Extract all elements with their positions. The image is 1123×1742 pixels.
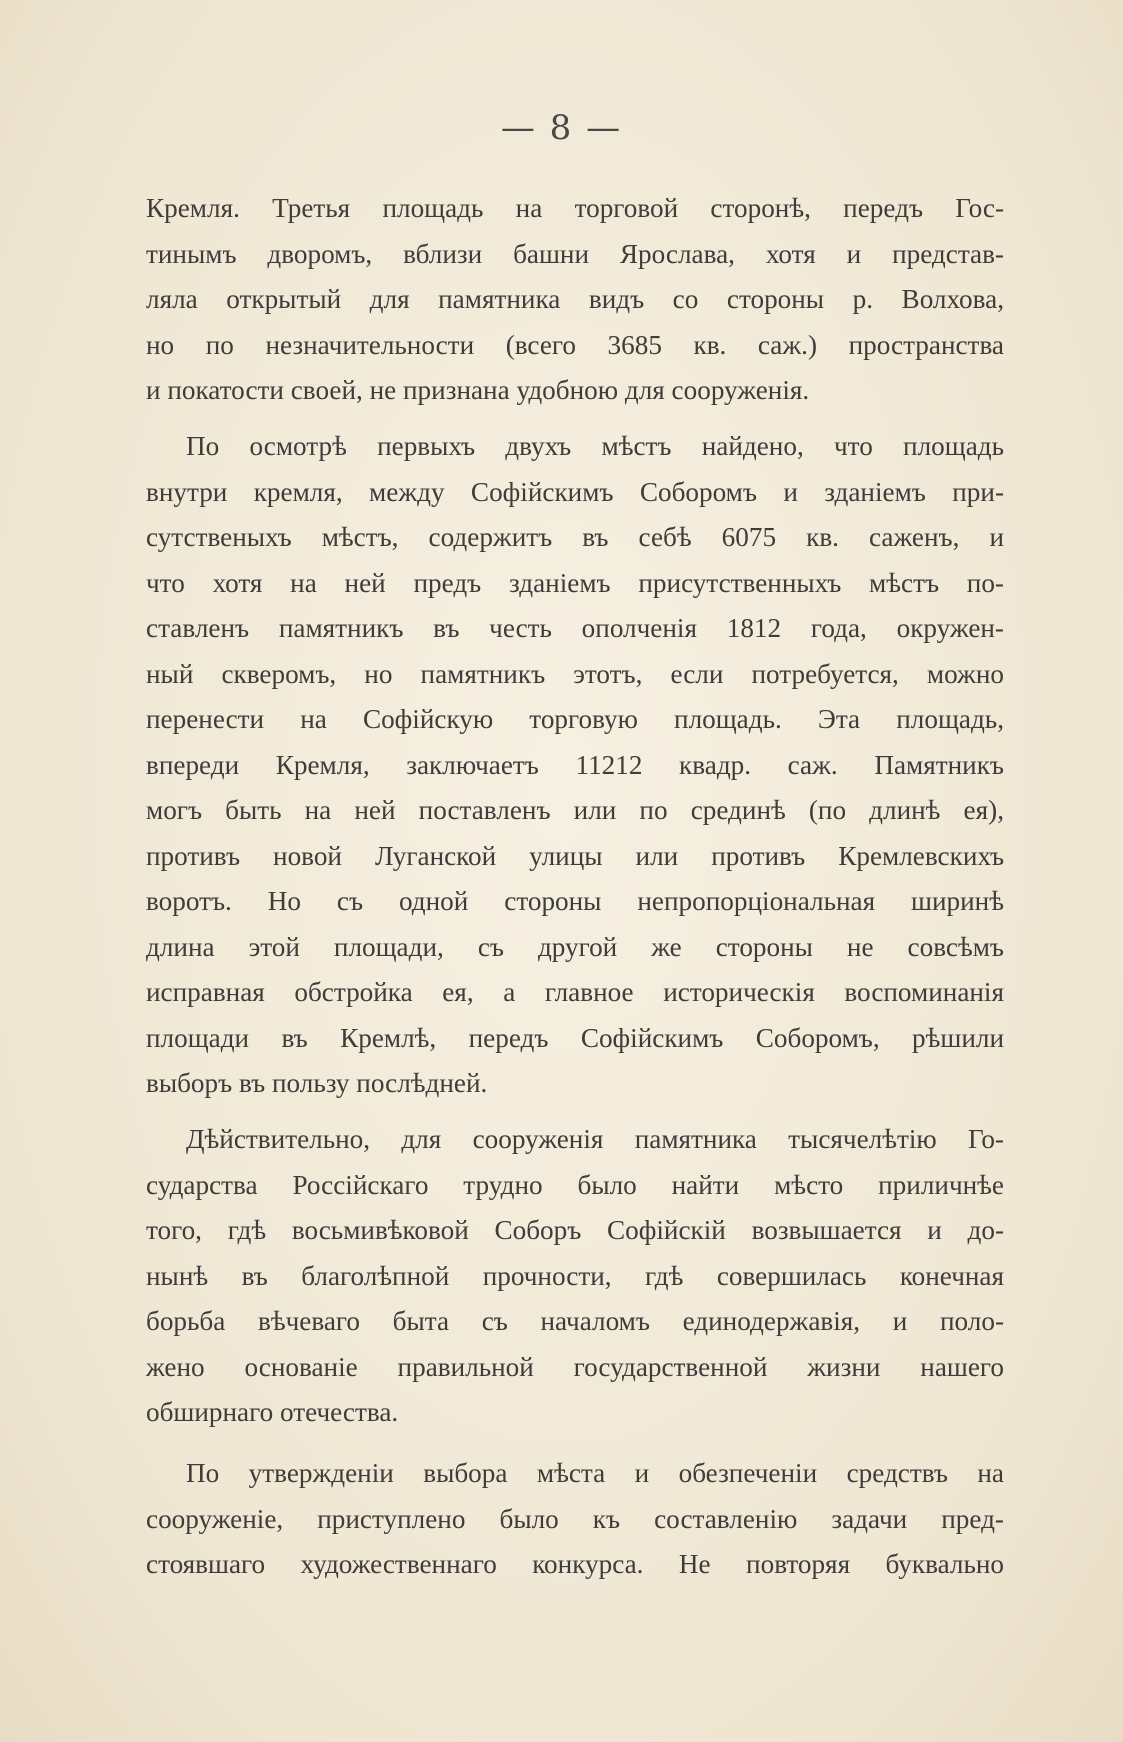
text-line: выборъ въ пользу послѣдней. — [146, 1068, 488, 1098]
text-line: сооруженіе, приступлено было къ составленію задачи пред- — [146, 1503, 1004, 1534]
text-line: стоявшаго художественнаго конкурса. Не повторяя буквально — [146, 1549, 1004, 1579]
text-line: борьба вѣчеваго быта съ началомъ единодержавія, и поло- — [146, 1306, 1004, 1336]
text-line: внутри кремля, между Софійскимъ Соборомъ и зданіемъ при- — [146, 476, 1004, 507]
text-line: По осмотрѣ первыхъ двухъ мѣстъ найдено, что площадь — [186, 431, 1004, 461]
text-line: обширнаго отечества. — [146, 1397, 399, 1427]
text-line: сударства Россійскаго трудно было найти мѣсто приличнѣе — [146, 1169, 1004, 1200]
paragraph-3 — [146, 1117, 1004, 1436]
text-line: воротъ. Но съ одной стороны непропорціональная ширинѣ — [146, 886, 1004, 916]
text-line: По утвержденіи выбора мѣста и обезпеченіи средствъ на — [186, 1458, 1004, 1488]
text-line: но по незначительности (всего 3685 кв. саж.) пространства — [146, 329, 1004, 360]
text-line: нынѣ въ благолѣпной прочности, гдѣ совершилась конечная — [146, 1260, 1004, 1291]
text-line: ставленъ памятникъ въ честь ополченія 1812 года, окружен- — [146, 613, 1004, 643]
text-line: впереди Кремля, заключаетъ 11212 квадр. саж. Памятникъ — [146, 749, 1004, 780]
paragraph-4 — [146, 1451, 1004, 1588]
text-line: Кремля. Третья площадь на торговой сторонѣ, передъ Гос- — [146, 193, 1004, 223]
text-line: исправная обстройка ея, а главное историческія воспоминанія — [146, 977, 1004, 1007]
text-line: могъ быть на ней поставленъ или по срединѣ (по длинѣ ея), — [146, 795, 1004, 825]
text-line: того, гдѣ восьмивѣковой Соборъ Софійскій возвышается и до- — [146, 1215, 1004, 1245]
text-line: тинымъ дворомъ, вблизи башни Ярослава, хотя и представ- — [146, 238, 1004, 269]
text-line: перенести на Софійскую торговую площадь. Эта площадь, — [146, 704, 1004, 734]
text-line: противъ новой Луганской улицы или противъ Кремлевскихъ — [146, 840, 1004, 871]
text-line: что хотя на ней предъ зданіемъ присутственныхъ мѣстъ по- — [146, 567, 1004, 598]
text-line: и покатости своей, не признана удобною для сооруженія. — [146, 375, 810, 405]
text-line: площади въ Кремлѣ, передъ Софійскимъ Соборомъ, рѣшили — [146, 1022, 1004, 1053]
paragraph-1 — [146, 186, 1004, 414]
text-line: жено основаніе правильной государственной жизни нашего — [146, 1351, 1004, 1382]
text-line: Дѣйствительно, для сооруженія памятника тысячелѣтію Го- — [186, 1124, 1004, 1154]
paragraph-2 — [146, 424, 1004, 1107]
text-line: ляла открытый для памятника видъ со стороны р. Волхова, — [146, 284, 1004, 314]
text-line: длина этой площади, съ другой же стороны не совсѣмъ — [146, 931, 1004, 962]
text-line: ный скверомъ, но памятникъ этотъ, если потребуется, можно — [146, 658, 1004, 689]
page-number: — 8 — — [500, 108, 623, 148]
text-line: сутственыхъ мѣстъ, содержитъ въ себѣ 6075 кв. саженъ, и — [146, 522, 1004, 552]
